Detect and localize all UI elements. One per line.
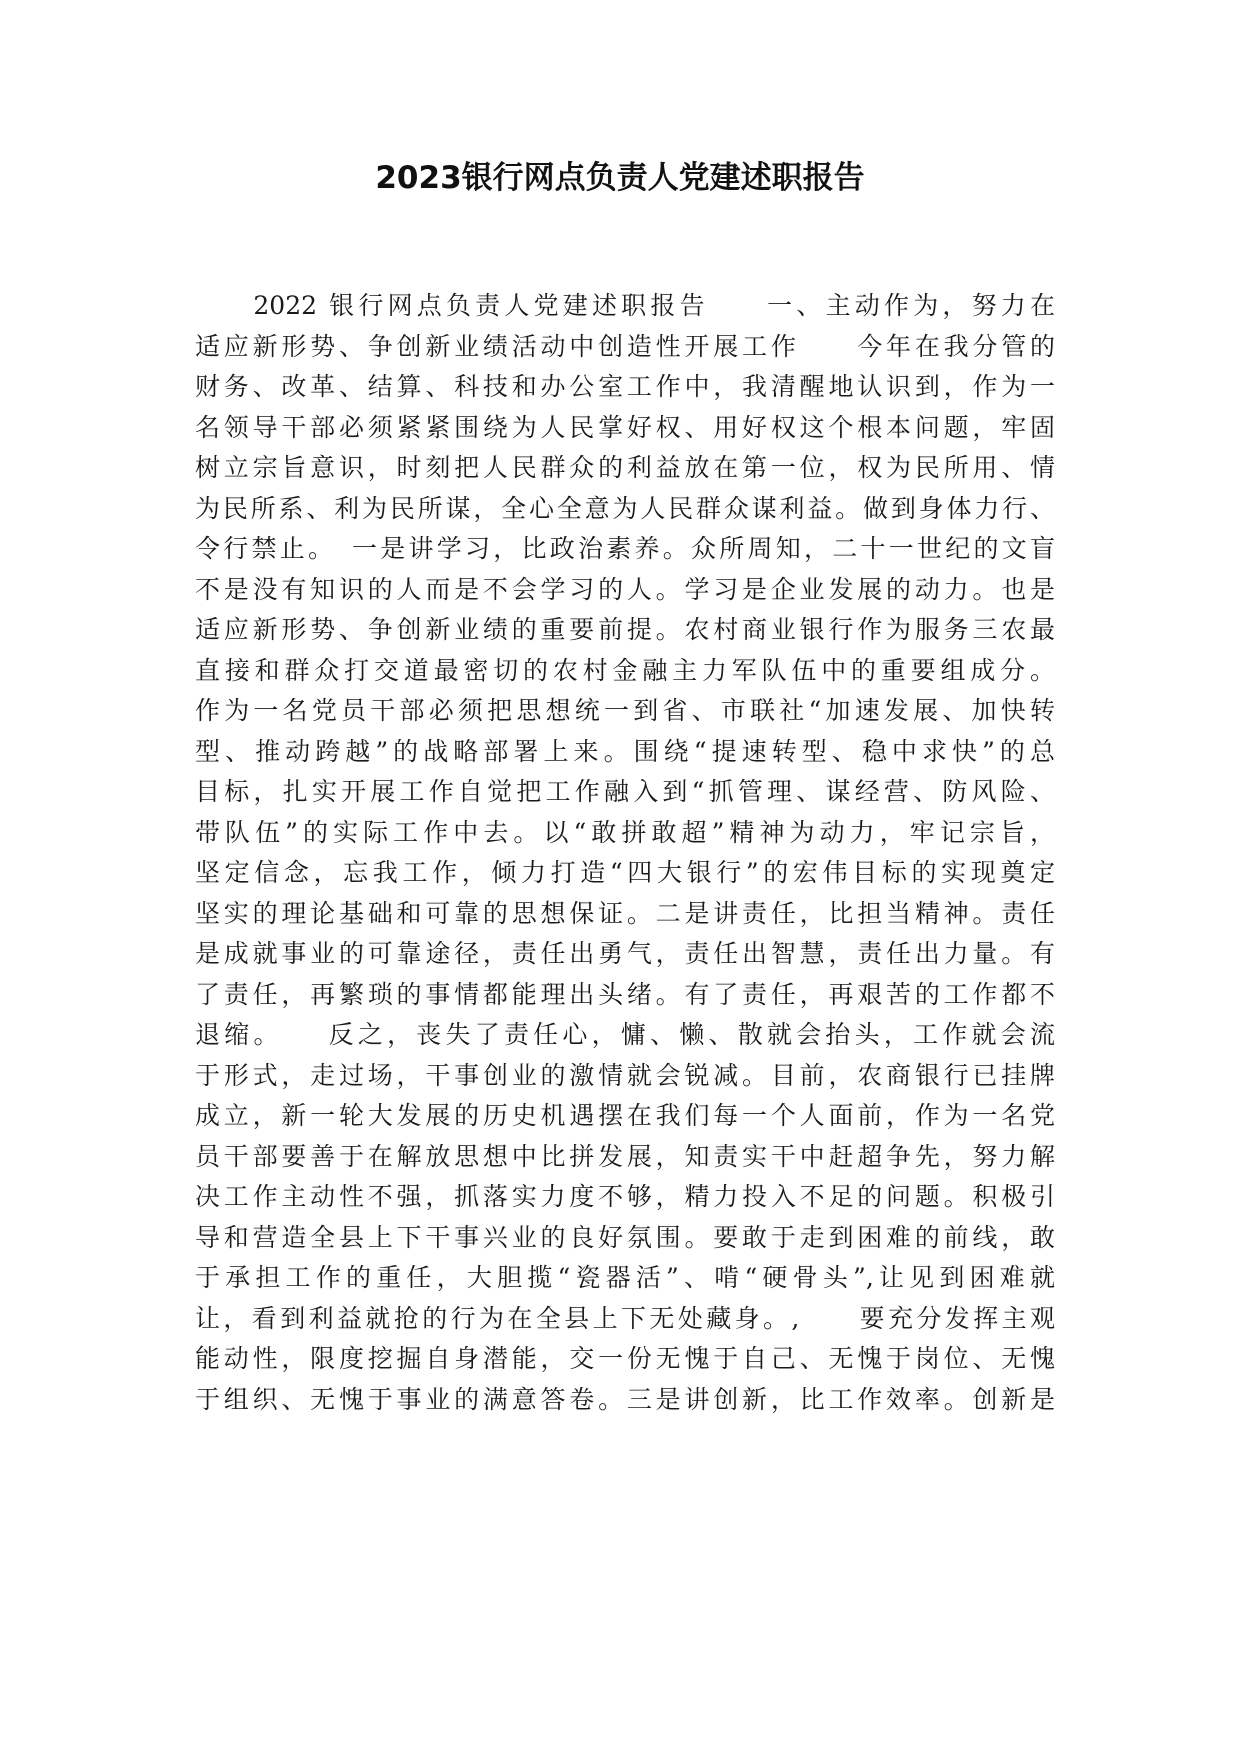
body-line: 适应新形势、争创新业绩的重要前提。农村商业银行作为服务三农最	[195, 615, 1055, 644]
body-line: 了责任，再繁琐的事情都能理出头绪。有了责任，再艰苦的工作都不	[195, 979, 1055, 1009]
body-line: 目标，扎实开展工作自觉把工作融入到“抓管理、谋经营、防风险、	[195, 777, 1055, 806]
body-line: 坚实的理论基础和可靠的思想保证。二是讲责任，比担当精神。责任	[195, 898, 1055, 928]
body-line: 于组织、无愧于事业的满意答卷。三是讲创新，比工作效率。创新是	[195, 1384, 1055, 1414]
body-line: 能动性，限度挖掘自身潜能，交一份无愧于自己、无愧于岗位、无愧	[195, 1344, 1055, 1373]
body-line: 退缩。 反之，丧失了责任心，慵、懒、散就会抬头，工作就会流	[195, 1020, 1055, 1049]
body-line: 财务、改革、结算、科技和办公室工作中，我清醒地认识到，作为一	[195, 372, 1055, 401]
body-line: 坚定信念，忘我工作，倾力打造“四大银行”的宏伟目标的实现奠定	[195, 858, 1055, 887]
body-line: 是成就事业的可靠途径，责任出勇气，责任出智慧，责任出力量。有	[195, 939, 1055, 968]
body-line: 型、推动跨越”的战略部署上来。围绕“提速转型、稳中求快”的总	[195, 736, 1055, 766]
body-line: 导和营造全县上下干事兴业的良好氛围。要敢于走到困难的前线，敢	[195, 1222, 1055, 1252]
document-title: 2023银行网点负责人党建述职报告	[375, 160, 865, 196]
body-line: 直接和群众打交道最密切的农村金融主力军队伍中的重要组成分。	[195, 655, 1055, 685]
body-line: 员干部要善于在解放思想中比拼发展，知责实干中赶超争先，努力解	[195, 1141, 1055, 1171]
body-line: 让，看到利益就抢的行为在全县上下无处藏身。, 要充分发挥主观	[195, 1303, 1055, 1333]
body-line: 适应新形势、争创新业绩活动中创造性开展工作 今年在我分管的	[195, 331, 1055, 361]
body-line: 名领导干部必须紧紧围绕为人民掌好权、用好权这个根本问题，牢固	[195, 412, 1055, 442]
body-line: 令行禁止。 一是讲学习，比政治素养。众所周知，二十一世纪的文盲	[195, 534, 1055, 563]
body-line: 于形式，走过场，干事创业的激情就会锐减。目前，农商银行已挂牌	[195, 1060, 1055, 1090]
document-body	[195, 286, 1055, 1420]
body-line: 作为一名党员干部必须把思想统一到省、市联社“加速发展、加快转	[195, 696, 1055, 725]
body-line: 2022 银行网点负责人党建述职报告 一、主动作为，努力在	[195, 291, 1055, 320]
body-line: 成立，新一轮大发展的历史机遇摆在我们每一个人面前，作为一名党	[195, 1101, 1055, 1130]
body-line: 树立宗旨意识，时刻把人民群众的利益放在第一位，权为民所用、情	[195, 453, 1055, 482]
body-line: 于承担工作的重任，大胆揽“瓷器活”、啃“硬骨头”,让见到困难就	[195, 1263, 1055, 1292]
body-line: 为民所系、利为民所谋，全心全意为人民群众谋利益。做到身体力行、	[195, 493, 1055, 523]
body-line: 不是没有知识的人而是不会学习的人。学习是企业发展的动力。也是	[195, 574, 1055, 604]
body-line: 带队伍”的实际工作中去。以“敢拼敢超”精神为动力，牢记宗旨，	[195, 817, 1055, 847]
body-line: 决工作主动性不强，抓落实力度不够，精力投入不足的问题。积极引	[195, 1182, 1055, 1211]
